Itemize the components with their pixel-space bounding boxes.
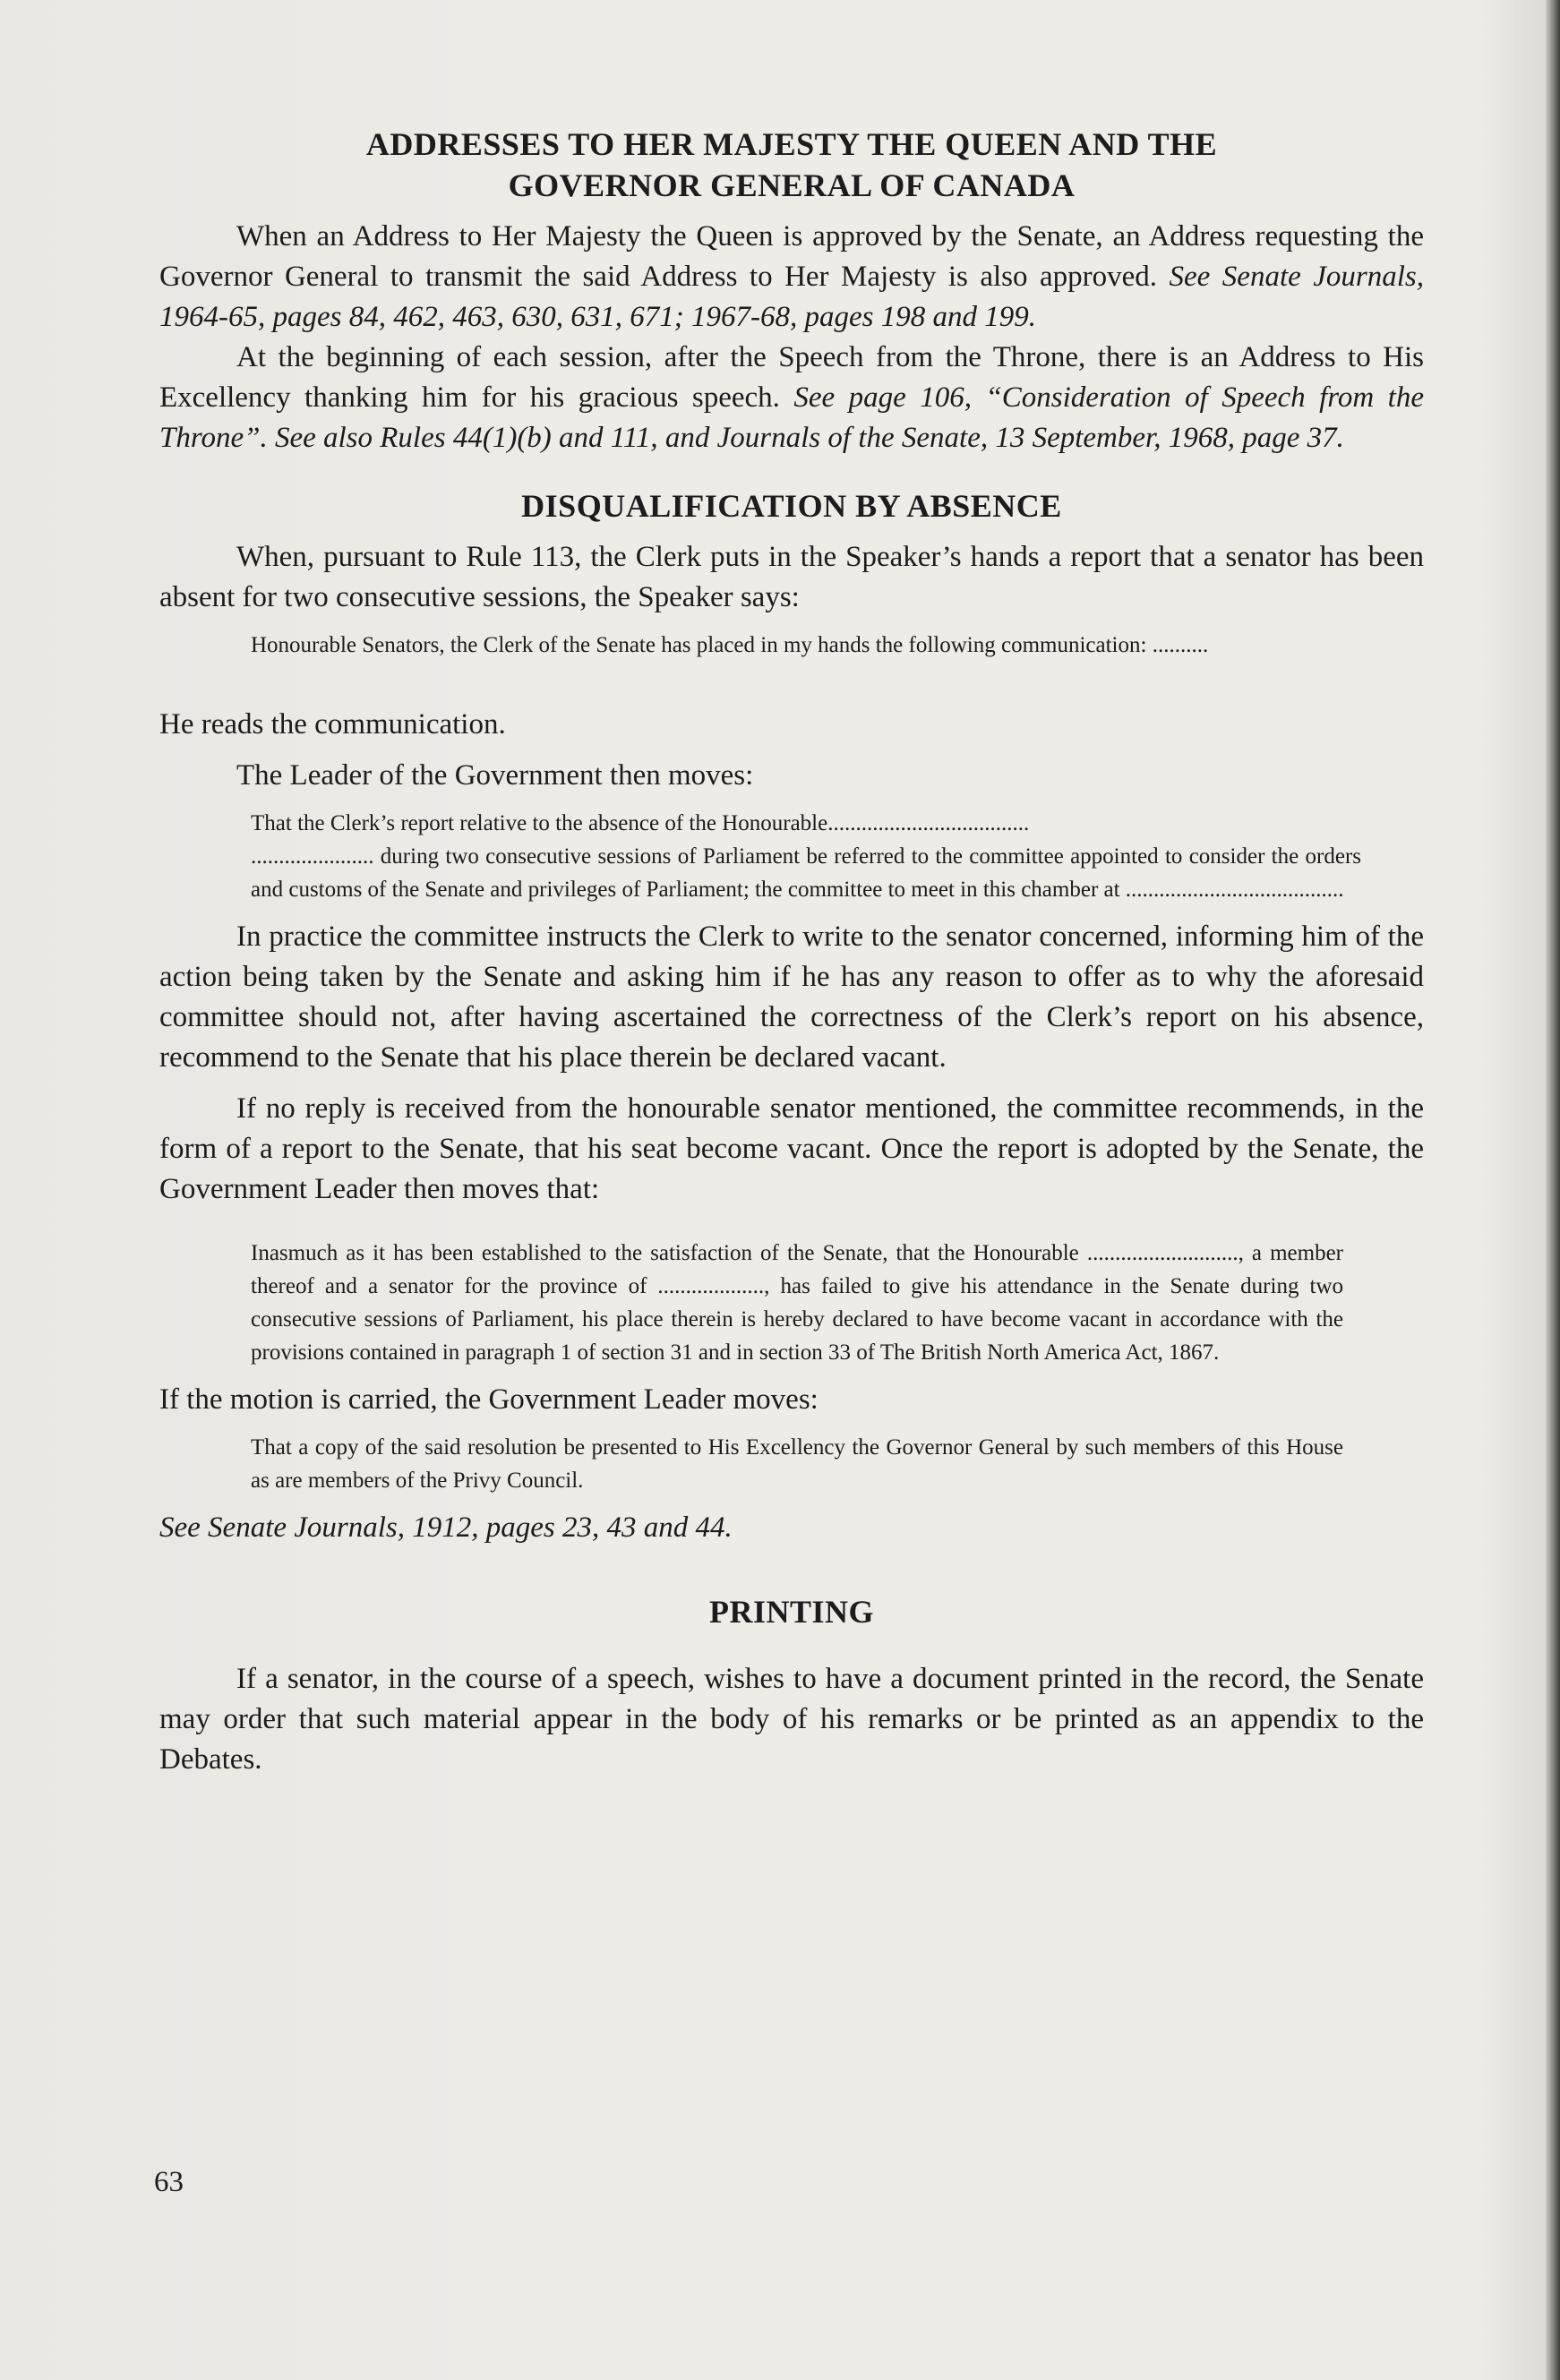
heading-line-1: ADDRESSES TO HER MAJESTY THE QUEEN AND THE bbox=[365, 126, 1218, 162]
addresses-paragraph-1-reference: See Senate Journals, 1964-65, pages 84, 462, 463, 630, 631, 671; 1967-68, pages 198 and 199. bbox=[159, 261, 1424, 333]
addresses-paragraph-2-text: At the beginning of each session, after the Speech from the Throne, there is an Address to His Excellency thanking him for his gracious speech. bbox=[159, 341, 1424, 414]
copy-resolution-quote: That a copy of the said resolution be presented to His Excellency the Governor General by such members of this House as are members of the Privy Council. bbox=[251, 1435, 1343, 1493]
section-heading-printing: PRINTING bbox=[708, 1594, 875, 1630]
addresses-paragraph-2-reference: See page 106, “Consideration of Speech from the Throne”. See also Rules 44(1)(b) and 111, and Journals of the Senate, 13 September, 1968, page 37. bbox=[159, 381, 1424, 454]
addresses-paragraph-1-text: When an Address to Her Majesty the Queen is approved by the Senate, an Address requesting the Governor General to transmit the said Address to Her Majesty is also approved. bbox=[159, 220, 1424, 293]
disqualification-paragraph-6: If the motion is carried, the Government Leader moves: bbox=[159, 1383, 819, 1416]
motion-quote-line-1: That the Clerk’s report relative to the absence of the Honourable.................................... bbox=[251, 811, 1030, 835]
disqualification-paragraph-5: If no reply is received from the honourable senator mentioned, the committee recommends, in the form of a report to the Senate, that his seat become vacant. Once the report is adopted by the Senate, the Government Leader then moves that: bbox=[159, 1092, 1424, 1205]
disqualification-paragraph-1: When, pursuant to Rule 113, the Clerk puts in the Speaker’s hands a report that a senator has been absent for two consecutive sessions, the Speaker says: bbox=[159, 541, 1424, 613]
addresses-paragraph-1 bbox=[159, 217, 1424, 338]
disqualification-reference bbox=[159, 1508, 1424, 1548]
disqualification-paragraph-4: In practice the committee instructs the Clerk to write to the senator concerned, informing him of the action being taken by the Senate and asking him if he has any reason to offer as to why the aforesaid committee should not, after having ascertained the correctness of the Clerk’s report on his absence, recommend to the Senate that his place therein be declared vacant. bbox=[159, 920, 1424, 1074]
section-heading-disqualification: DISQUALIFICATION BY ABSENCE bbox=[521, 488, 1062, 524]
resolution-quote: Inasmuch as it has been established to the satisfaction of the Senate, that the Honourable ..........................., a member thereof and a senator for the province of ..................., has failed to give his attendance in the Senate during two consecutive sessions of Parliament, his place therein is hereby declared to have become vacant in accordance with the provisions contained in paragraph 1 of section 31 and in section 33 of The British North America Act, 1867. bbox=[251, 1241, 1343, 1365]
book-spine-shadow bbox=[1546, 0, 1560, 2380]
addresses-paragraph-2 bbox=[159, 338, 1424, 458]
printing-paragraph-1: If a senator, in the course of a speech, wishes to have a document printed in the record, the Senate may order that such material appear in the body of his remarks or be printed as an appendix to the Debates. bbox=[159, 1663, 1424, 1776]
disqualification-reference-text: See Senate Journals, 1912, pages 23, 43 and 44. bbox=[159, 1511, 733, 1544]
disqualification-paragraph-2: He reads the communication. bbox=[159, 708, 506, 741]
disqualification-paragraph-3: The Leader of the Government then moves: bbox=[236, 759, 754, 792]
heading-line-2: GOVERNOR GENERAL OF CANADA bbox=[508, 167, 1076, 203]
section-heading-addresses bbox=[159, 124, 1424, 206]
page-number: 63 bbox=[154, 2166, 184, 2198]
speaker-quote: Honourable Senators, the Clerk of the Senate has placed in my hands the following communication: .......... bbox=[251, 633, 1209, 657]
page-content bbox=[159, 124, 1424, 1780]
motion-quote-rest: ...................... during two consecutive sessions of Parliament be referred to the committee appointed to consider the orders and customs of the Senate and privileges of Parliament; the committee to meet in this chamber at ....................................... bbox=[251, 844, 1361, 902]
